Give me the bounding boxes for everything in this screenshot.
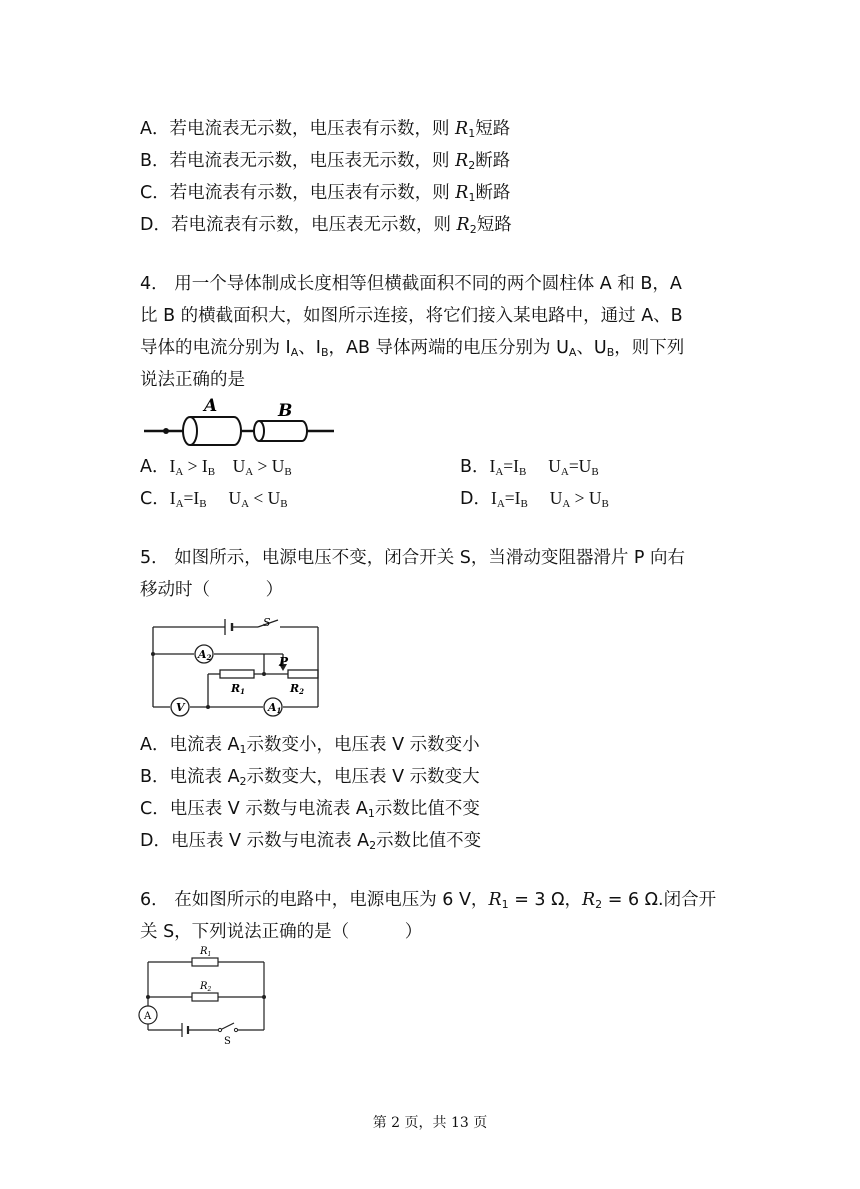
q6-label-s: S [224,1036,231,1046]
q4-option-d: D．$I_A=I_B$ $U_A > U_B$ [460,488,609,510]
svg-text:R1: $R_1$ [200,946,212,958]
q5-option-b: B．电流表 $A_2$示数变大，电压表 V 示数变大 [140,767,480,788]
q6-label-r2: R [200,981,208,992]
q5-label-s: S [263,616,271,629]
q4-option-c: C．$I_A=I_B$ $U_A < U_B$ [140,488,288,510]
q5-option-c: C．电压表 V 示数与电流表 $A_1$示数比值不变 [140,799,480,820]
svg-text:R2: R2 [290,682,305,696]
q4-conductor-figure [142,396,338,448]
svg-text:R2: $R_2$ [200,981,212,993]
q6-circuit-figure [134,942,270,1046]
q5-label-v: V [176,701,185,714]
q6-label-a: A [144,1011,152,1022]
svg-text:A1: A1 [268,701,282,715]
q5-stem-line-2: 移动时（ ） [140,580,284,600]
q3-option-c: C．若电流表有示数，电压表有示数，则 $R_1$断路 [140,183,511,204]
q5-option-d: D．电压表 V 示数与电流表 $A_2$示数比值不变 [140,831,482,852]
q5-label-r1: R [231,682,241,695]
q5-label-a2: A [198,648,207,661]
q4-stem-line-2: 比 B 的横截面积大，如图所示连接，将它们接入某电路中，通过 A、B [140,306,683,326]
q4-option-a: A．$I_A > I_B$ $U_A > U_B$ [140,456,292,478]
q6-stem-line-2: 关 S，下列说法正确的是（ ） [140,922,423,942]
q4-stem-line-4: 说法正确的是 [140,370,245,390]
q4-label-a: A [204,396,218,416]
q3-option-b: B．若电流表无示数，电压表无示数，则 $R_2$断路 [140,151,511,172]
q5-label-p: P [279,655,289,669]
q6-label-r1: R [200,946,208,957]
q5-label-a1: A [268,701,277,714]
q5-stem-line-1: 5． 如图所示，电源电压不变，闭合开关 S，当滑动变阻器滑片 P 向右 [140,548,686,568]
q6-stem-line-1: 6． 在如图所示的电路中，电源电压为 6 V，$R_1 = 3$ Ω，$R_2 = 6$ Ω.闭合开 [140,890,717,911]
page-footer: 第 2 页，共 13 页 [372,1115,488,1131]
q4-option-b: B．$I_A=I_B$ $U_A=U_B$ [460,456,599,478]
q5-circuit-figure [148,616,324,722]
svg-text:R1: R1 [231,682,246,696]
q4-stem-line-1: 4． 用一个导体制成长度相等但横截面积不同的两个圆柱体 A 和 B，A [140,274,682,294]
q5-option-a: A．电流表 $A_1$示数变小，电压表 V 示数变小 [140,735,480,756]
svg-text:A2: A2 [198,648,212,662]
q3-option-d: D．若电流表有示数，电压表无示数，则 $R_2$短路 [140,215,512,236]
q3-option-a: A．若电流表无示数，电压表有示数，则 $R_1$短路 [140,119,511,140]
q5-label-r2: R [290,682,300,695]
q4-label-b: B [278,401,293,421]
q4-stem-line-3: 导体的电流分别为 $I_A$、$I_B$，AB 导体两端的电压分别为 $U_A$、$U_B$，则下列 [140,338,685,359]
